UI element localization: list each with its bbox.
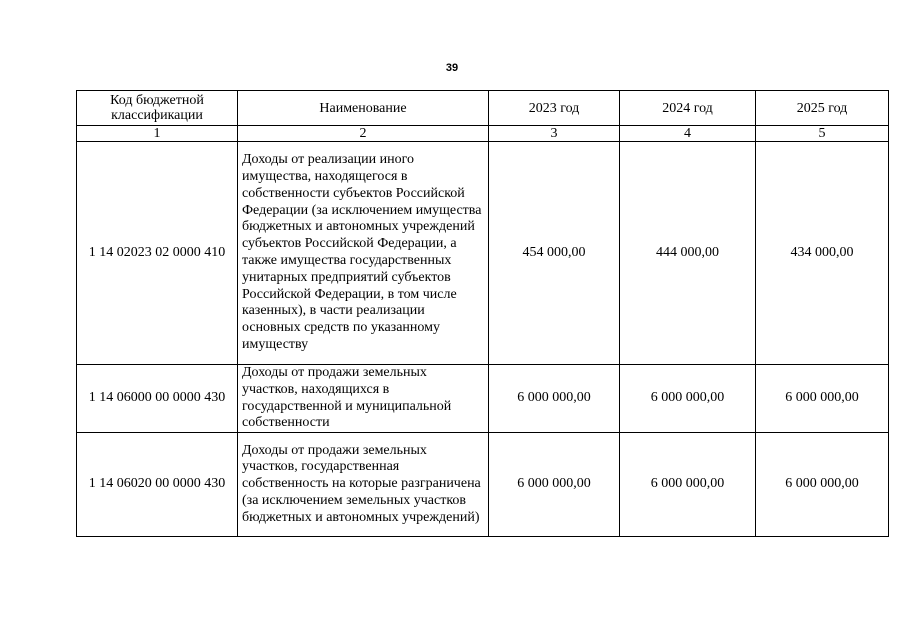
header-name: Наименование	[238, 91, 489, 126]
column-index: 4	[620, 126, 756, 142]
table-row	[77, 433, 889, 537]
column-index: 2	[238, 126, 489, 142]
row-value-2024: 444 000,00	[620, 142, 756, 365]
row-name: Доходы от продажи земельных участков, находящихся в государственной и муниципальной собственности	[238, 365, 489, 433]
table-row	[77, 365, 889, 433]
column-index-row	[77, 126, 889, 142]
row-value-2025: 6 000 000,00	[756, 433, 889, 537]
row-code: 1 14 02023 02 0000 410	[77, 142, 238, 365]
column-index: 1	[77, 126, 238, 142]
header-2025: 2025 год	[756, 91, 889, 126]
row-value-2023: 454 000,00	[489, 142, 620, 365]
row-code: 1 14 06020 00 0000 430	[77, 433, 238, 537]
header-code: Код бюджетной классификации	[77, 91, 238, 126]
row-value-2023: 6 000 000,00	[489, 433, 620, 537]
column-index: 3	[489, 126, 620, 142]
row-name: Доходы от продажи земельных участков, государственная собственность на которые разграничена (за исключением земельных участков бюджетных и автономных учреждений)	[238, 433, 489, 537]
table-row	[77, 142, 889, 365]
page-number: 39	[445, 62, 459, 74]
row-value-2023: 6 000 000,00	[489, 365, 620, 433]
row-value-2025: 434 000,00	[756, 142, 889, 365]
table-header-row	[77, 91, 889, 126]
row-value-2024: 6 000 000,00	[620, 433, 756, 537]
row-name: Доходы от реализации иного имущества, находящегося в собственности субъектов Российской Федерации (за исключением имущества бюджетных и автономных учреждений субъектов Российской Федерации, а также имущества государственных унитарных предприятий субъектов Российской Федерации, в том числе казенных), в части реализации основных средств по указанному имуществу	[238, 142, 489, 365]
row-value-2025: 6 000 000,00	[756, 365, 889, 433]
column-index: 5	[756, 126, 889, 142]
row-value-2024: 6 000 000,00	[620, 365, 756, 433]
budget-income-table	[76, 90, 889, 537]
header-2023: 2023 год	[489, 91, 620, 126]
row-code: 1 14 06000 00 0000 430	[77, 365, 238, 433]
header-2024: 2024 год	[620, 91, 756, 126]
